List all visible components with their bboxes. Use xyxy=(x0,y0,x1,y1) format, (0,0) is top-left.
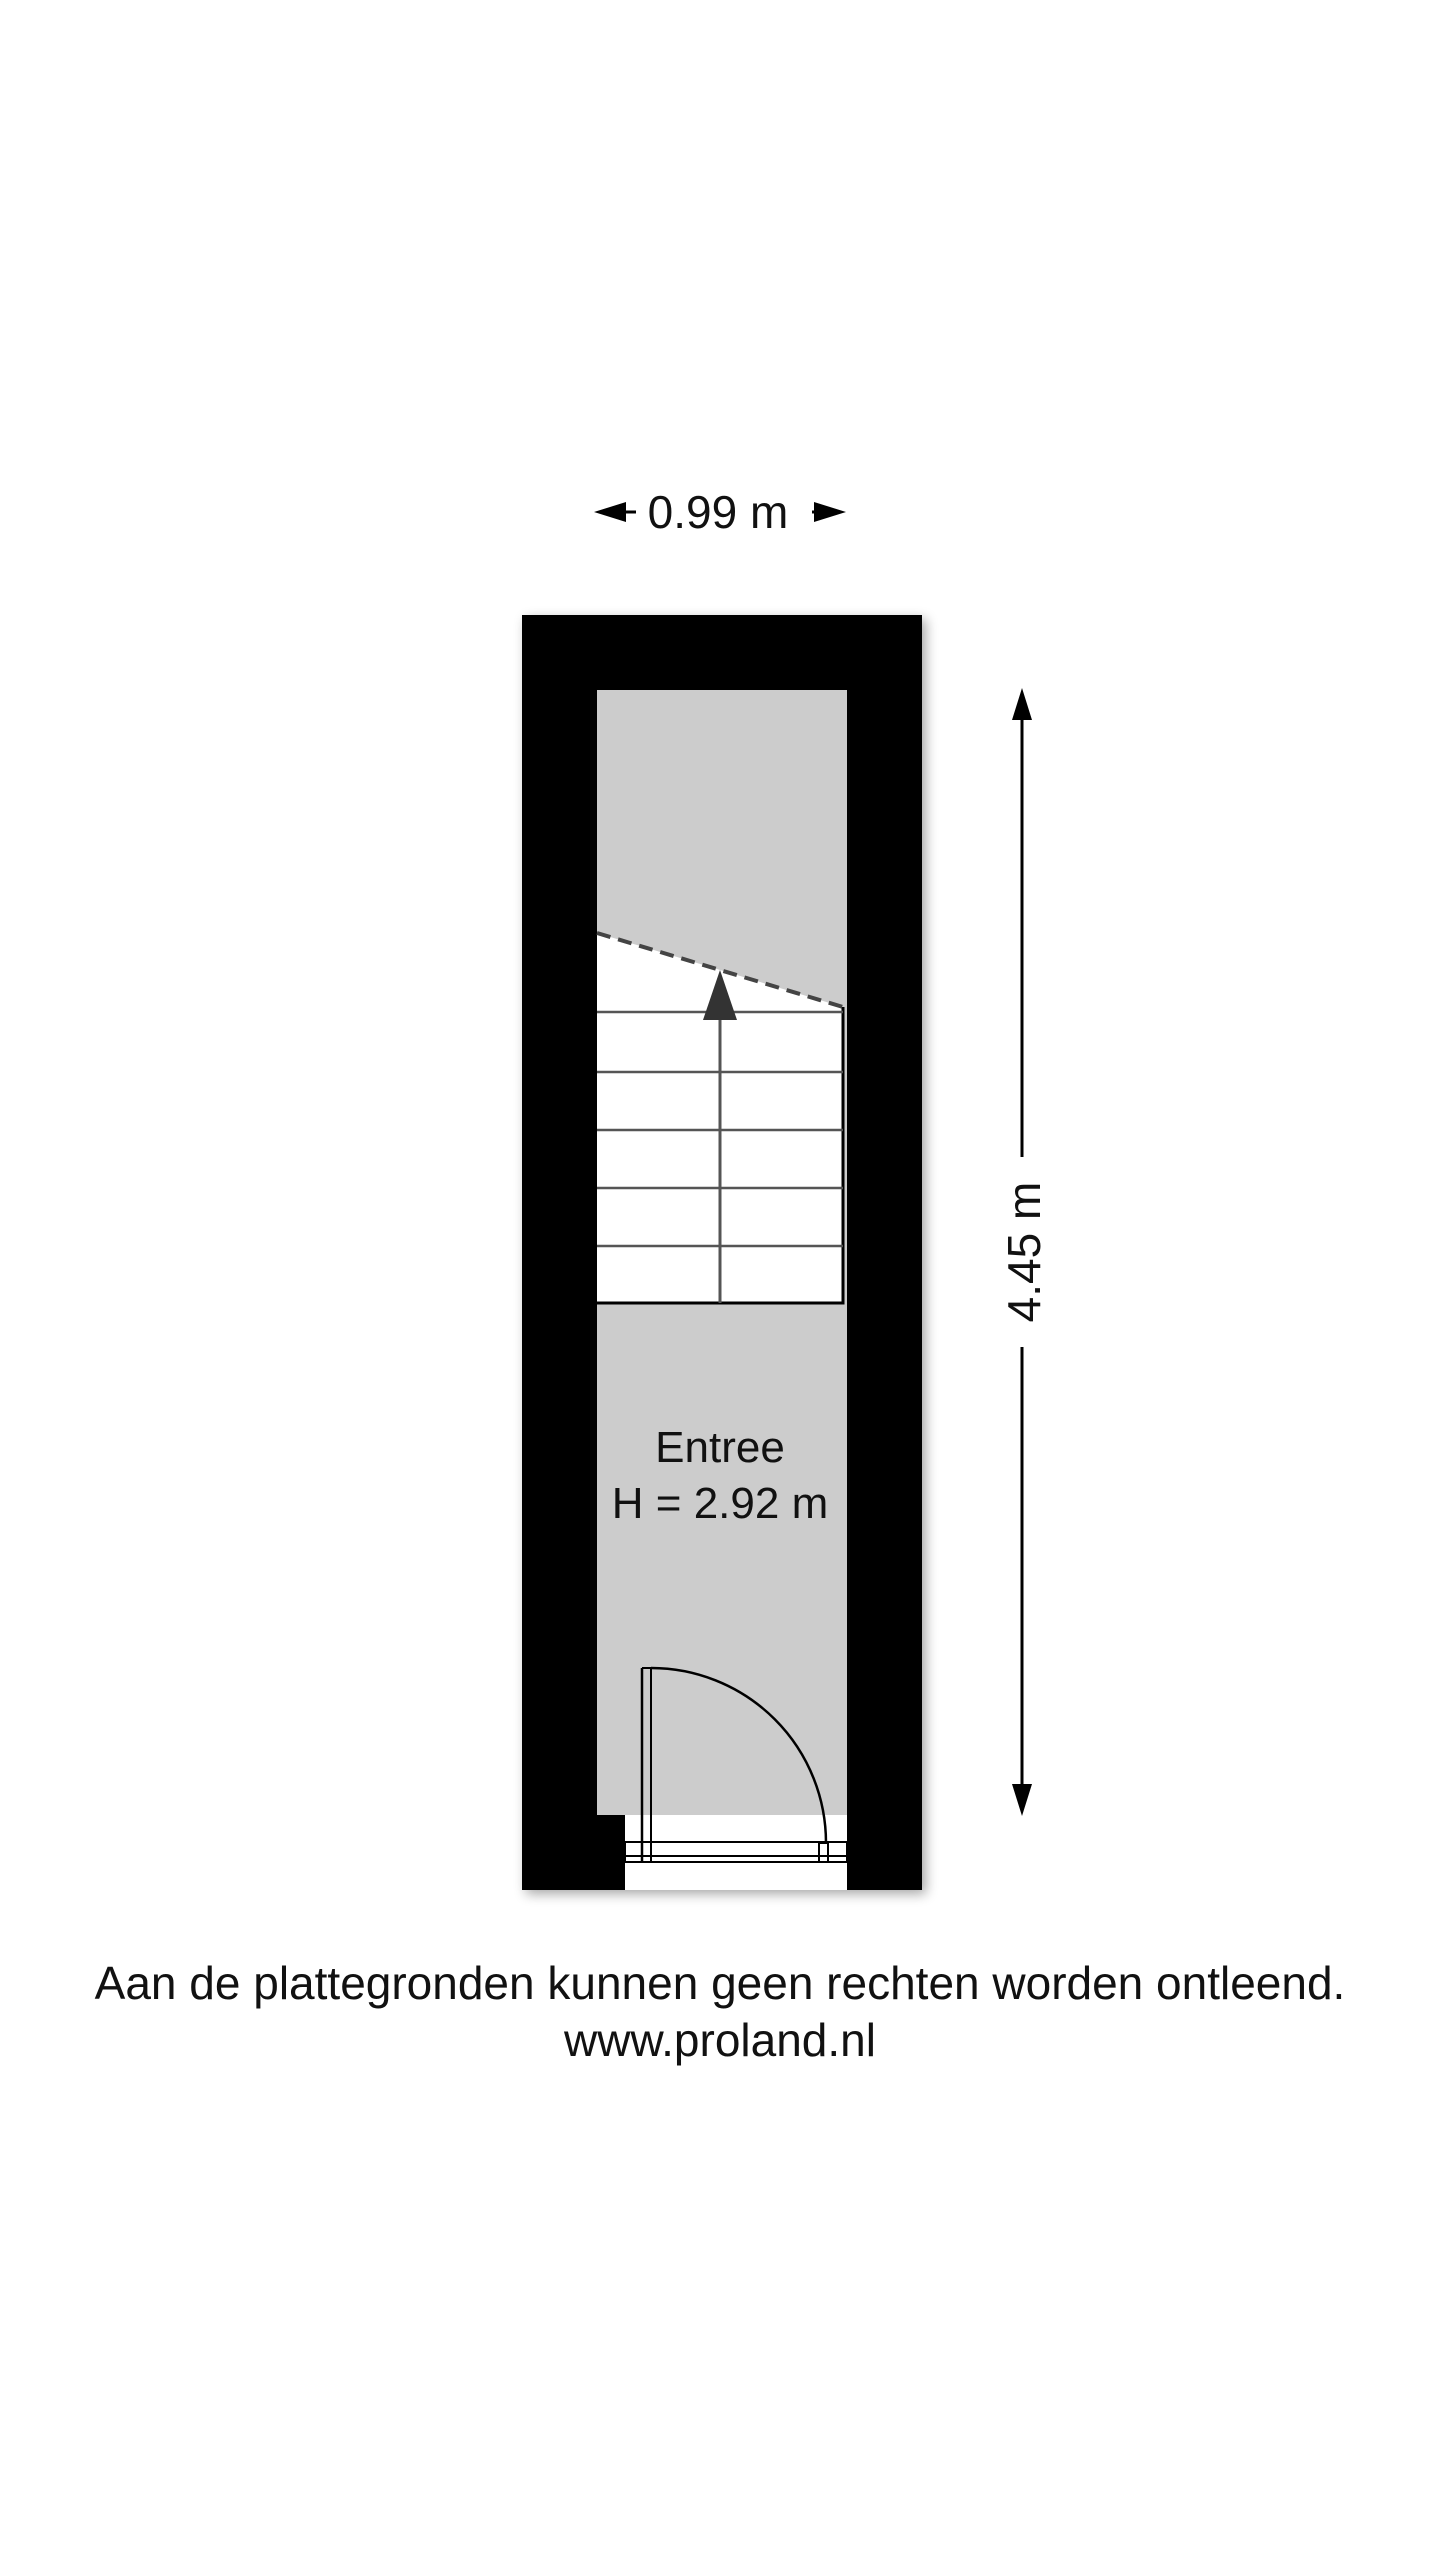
width-arrow-right-icon xyxy=(814,502,846,522)
width-dimension xyxy=(594,486,846,538)
disclaimer-text: Aan de plattegronden kunnen geen rechten worden ontleend. xyxy=(94,1957,1346,2009)
room-height: H = 2.92 m xyxy=(611,1479,829,1528)
width-label: 0.99 m xyxy=(647,486,789,538)
website-text: www.proland.nl xyxy=(564,2014,876,2066)
length-label: 4.45 m xyxy=(998,1181,1050,1323)
length-dimension xyxy=(998,688,1050,1816)
door-opening xyxy=(625,1815,847,1890)
room-name: Entree xyxy=(655,1423,785,1472)
length-arrow-down-icon xyxy=(1012,1784,1032,1816)
